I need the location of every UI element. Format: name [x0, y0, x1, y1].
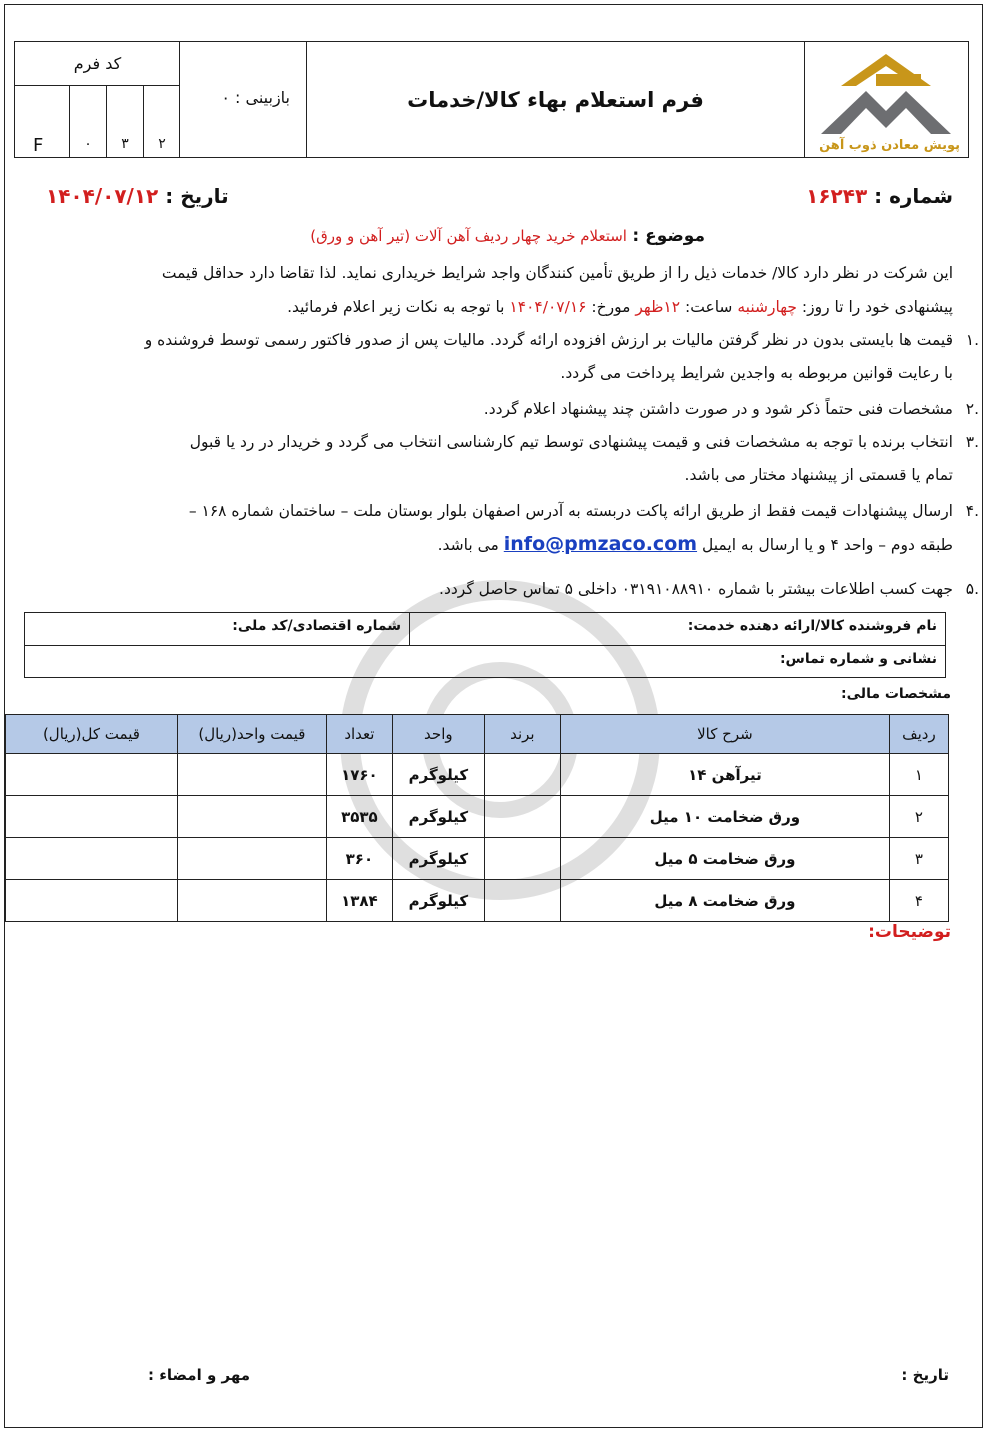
- table-row: [6, 838, 949, 880]
- company-logo-icon: [811, 46, 961, 136]
- items-table: [5, 714, 949, 922]
- col-row-header: ردیف: [889, 715, 948, 754]
- address-label: نشانی و شماره تماس:: [779, 651, 937, 667]
- note-line: جهت کسب اطلاعات بیشتر با شماره ۰۳۱۹۱۰۸۸۹۱۰ داخلی ۵ تماس حاصل گردد.: [439, 580, 953, 598]
- economic-code-label: شماره اقتصادی/کد ملی:: [232, 618, 401, 634]
- note-line: انتخاب برنده با توجه به مشخصات فنی و قیمت پیشنهادی توسط تیم کارشناسی انتخاب می گردد و خریدار در رد یا قبول: [189, 433, 953, 451]
- cell-unit-price[interactable]: [177, 754, 326, 796]
- intro-line-2: [38, 290, 953, 324]
- note-item-3: [53, 426, 979, 492]
- subject-value: استعلام خرید چهار ردیف آهن آلات (تیر آهن و ورق): [310, 227, 627, 245]
- form-header: [14, 41, 969, 158]
- table-row: [6, 880, 949, 922]
- note-line: ارسال پیشنهادات قیمت فقط از طریق ارائه پاکت دربسته به آدرس اصفهان بلوار بوستان ملت – ساختمان شماره ۱۶۸ –: [188, 502, 953, 520]
- cell-unit-price[interactable]: [177, 796, 326, 838]
- seller-name-label: نام فروشنده کالا/ارائه دهنده خدمت:: [687, 618, 937, 634]
- cell-brand[interactable]: [484, 880, 560, 922]
- form-code-digit: ۰: [69, 85, 106, 158]
- col-unit-price-header: قیمت واحد(ریال): [177, 715, 326, 754]
- intro-line-2-end: با توجه به نکات زیر اعلام فرمائید.: [287, 298, 505, 316]
- note-item-2: [53, 393, 979, 426]
- cell-desc: تیرآهن ۱۴: [560, 754, 889, 796]
- cell-unit: کیلوگرم: [392, 838, 484, 880]
- cell-row: ۲: [889, 796, 948, 838]
- form-code-label: کد فرم: [15, 42, 180, 86]
- form-code-digits: [15, 85, 180, 158]
- form-title-cell: [306, 42, 804, 157]
- note-line: تمام یا قسمتی از پیشنهاد مختار می باشد.: [684, 466, 953, 484]
- form-code-digit: F: [33, 135, 44, 156]
- note-line: با رعایت قوانین مربوطه به واجدین شرایط پرداخت می گردد.: [560, 364, 953, 382]
- cell-row: ۴: [889, 880, 948, 922]
- cell-total[interactable]: [6, 796, 178, 838]
- note-number: .۲: [965, 400, 979, 418]
- note-line: قیمت ها بایستی بدون در نظر گرفتن مالیات بر ارزش افزوده ارائه گردد. مالیات پس از صدور فاکتور رسمی توسط فروشنده و: [144, 331, 953, 349]
- note-line-end: می باشد.: [437, 536, 499, 554]
- deadline-time: ۱۲ظهر: [635, 298, 681, 316]
- cell-desc: ورق ضخامت ۸ میل: [560, 880, 889, 922]
- doc-date: [46, 184, 229, 208]
- doc-number-value: ۱۶۲۴۳: [806, 184, 868, 208]
- col-total-header: قیمت کل(ریال): [6, 715, 178, 754]
- note-number: .۱: [965, 331, 979, 349]
- note-number: .۵: [965, 580, 979, 598]
- note-line: [53, 528, 953, 562]
- intro-paragraph: [38, 256, 953, 324]
- cell-unit: کیلوگرم: [392, 796, 484, 838]
- cell-brand[interactable]: [484, 754, 560, 796]
- cell-qty: ۳۶۰: [326, 838, 392, 880]
- subject-label: موضوع :: [632, 226, 705, 246]
- table-row: [6, 754, 949, 796]
- cell-total[interactable]: [6, 754, 178, 796]
- cell-brand[interactable]: [484, 838, 560, 880]
- financial-label: مشخصات مالی:: [841, 686, 951, 702]
- time-label: ساعت:: [685, 298, 733, 316]
- cell-unit: کیلوگرم: [392, 754, 484, 796]
- cell-desc: ورق ضخامت ۱۰ میل: [560, 796, 889, 838]
- intro-line-1: این شرکت در نظر دارد کالا/ خدمات ذیل را از طریق تأمین کنندگان واجد شرایط خریداری نماید. لذا تقاضا دارد حداقل قیمت: [161, 264, 953, 282]
- note-line: مشخصات فنی حتماً ذکر شود و در صورت داشتن چند پیشنهاد اعلام گردد.: [483, 400, 953, 418]
- date-label: مورخ:: [591, 298, 631, 316]
- form-title: فرم استعلام بهاء کالا/خدمات: [407, 87, 704, 112]
- cell-row: ۳: [889, 838, 948, 880]
- form-code-digit: ۳: [106, 85, 143, 158]
- cell-unit-price[interactable]: [177, 838, 326, 880]
- cell-unit-price[interactable]: [177, 880, 326, 922]
- cell-row: ۱: [889, 754, 948, 796]
- form-code-digit: ۲: [143, 85, 180, 158]
- economic-code-cell[interactable]: [23, 613, 409, 645]
- deadline-date: ۱۴۰۴/۰۷/۱۶: [509, 298, 587, 316]
- footer-date-label: تاریخ :: [901, 1366, 949, 1384]
- doc-number: [806, 184, 953, 208]
- revision-cell: [179, 42, 306, 157]
- seller-row: [25, 613, 945, 646]
- intro-line-2-text: پیشنهادی خود را تا روز:: [801, 298, 953, 316]
- note-item-4: [53, 495, 979, 562]
- remarks-label: توضیحات:: [868, 922, 951, 942]
- table-header-row: [6, 715, 949, 754]
- col-qty-header: تعداد: [326, 715, 392, 754]
- footer-sign-label: مهر و امضاء :: [148, 1366, 251, 1384]
- table-row: [6, 796, 949, 838]
- revision: بازبینی : ۰: [221, 88, 290, 107]
- col-brand-header: برند: [484, 715, 560, 754]
- deadline-day: چهارشنبه: [737, 298, 797, 316]
- cell-unit: کیلوگرم: [392, 880, 484, 922]
- cell-brand[interactable]: [484, 796, 560, 838]
- cell-qty: ۳۵۳۵: [326, 796, 392, 838]
- doc-number-label: شماره :: [874, 184, 953, 208]
- note-line-text: طبقه دوم – واحد ۴ و یا ارسال به ایمیل: [702, 536, 953, 554]
- form-code-cell: [15, 42, 180, 157]
- note-item-5: [53, 573, 979, 606]
- note-number: .۳: [965, 433, 979, 451]
- cell-qty: ۱۷۶۰: [326, 754, 392, 796]
- col-unit-header: واحد: [392, 715, 484, 754]
- col-desc-header: شرح کالا: [560, 715, 889, 754]
- subject: [310, 226, 705, 246]
- doc-date-value: ۱۴۰۴/۰۷/۱۲: [46, 184, 159, 208]
- note-number: .۴: [965, 502, 979, 520]
- doc-date-label: تاریخ :: [165, 184, 229, 208]
- cell-total[interactable]: [6, 880, 178, 922]
- seller-name-cell[interactable]: [409, 613, 945, 645]
- cell-qty: ۱۳۸۴: [326, 880, 392, 922]
- email-link[interactable]: info@pmzaco.com: [503, 533, 698, 555]
- note-item-1: [53, 324, 979, 390]
- seller-table: [24, 612, 946, 678]
- logo-text: پویش معادن ذوب آهن: [819, 138, 960, 153]
- address-cell[interactable]: [25, 646, 945, 679]
- cell-desc: ورق ضخامت ۵ میل: [560, 838, 889, 880]
- cell-total[interactable]: [6, 838, 178, 880]
- logo: [804, 42, 968, 157]
